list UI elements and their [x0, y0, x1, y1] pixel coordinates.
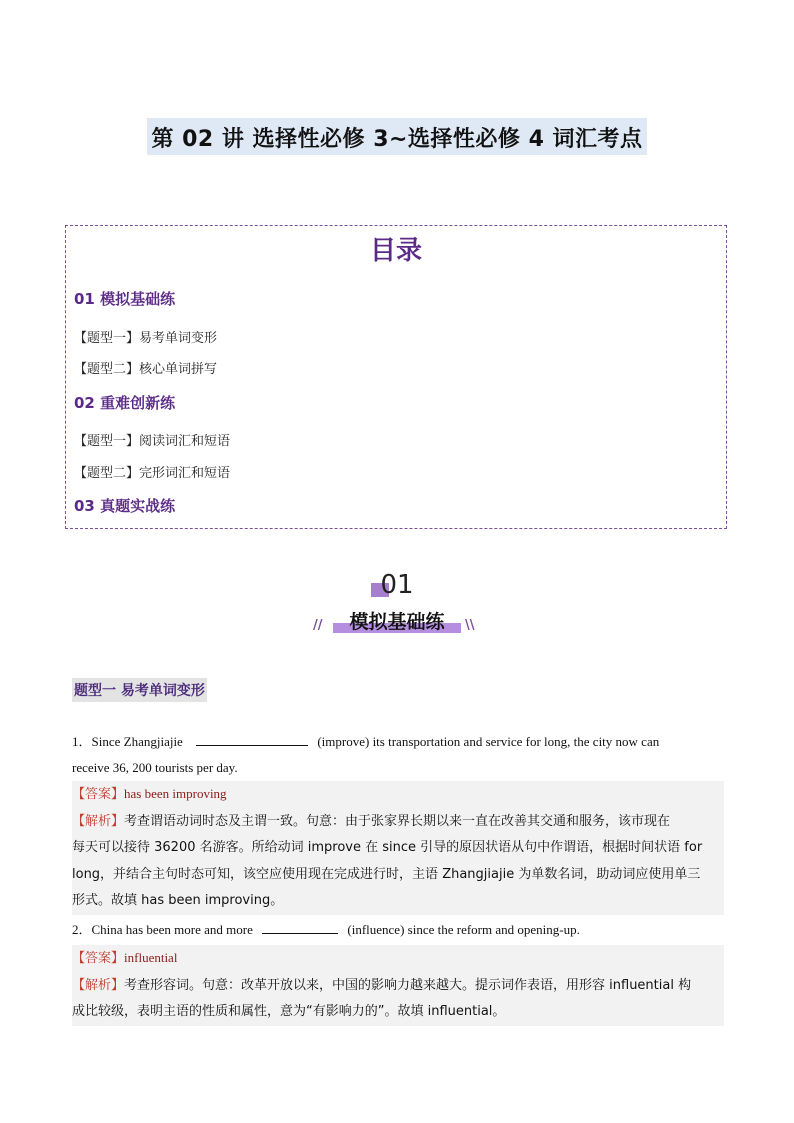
- analysis-text: 考查形容词。句意：改革开放以来，中国的影响力越来越大。提示词作表语，用形容 influential 构: [124, 977, 692, 993]
- question-2-blank[interactable]: [262, 921, 338, 934]
- table-of-contents: [65, 225, 727, 529]
- analysis-label: 【解析】: [72, 813, 125, 829]
- question-2-suffix: (influence) since the reform and opening-up.: [347, 922, 580, 937]
- section-right-mark: \\: [465, 618, 475, 633]
- toc-sub-02-2[interactable]: 【题型二】完形词汇和短语: [74, 466, 231, 481]
- answer-label: 【答案】: [72, 787, 125, 802]
- section-number: 01: [380, 570, 414, 600]
- page-title: 第 02 讲 选择性必修 3~选择性必修 4 词汇考点: [147, 118, 646, 155]
- question-1-stem: [72, 729, 724, 781]
- section-name: 模拟基础练: [349, 611, 445, 633]
- page-title-wrap: [0, 118, 794, 155]
- toc-sub-01-1[interactable]: 【题型一】易考单词变形: [74, 331, 218, 346]
- toc-heading: 目录: [369, 236, 422, 266]
- question-1-line2: receive 36, 200 tourists per day.: [72, 760, 238, 775]
- question-1-analysis-line-3: long，并结合主句时态可知，该空应使用现在完成进行时，主语 Zhangjiajie 为单数名词，助动词应使用单三: [72, 866, 701, 882]
- question-1-analysis-line-4: 形式。故填 has been improving。: [72, 893, 284, 908]
- question-2-answer-block: [72, 945, 724, 1026]
- question-2-analysis-line-2: 成比较级，表明主语的性质和属性，意为“有影响力的”。故填 influential。: [72, 1004, 506, 1019]
- section-left-mark: //: [313, 618, 323, 633]
- question-1-analysis-line-2: 每天可以接待 36200 名游客。所给动词 improve 在 since 引导的原因状语从句中作谓语，根据时间状语 for: [72, 840, 703, 855]
- question-1-suffix: (improve) its transportation and service for long, the city now can: [317, 734, 660, 749]
- answer-label: 【答案】: [72, 951, 125, 966]
- question-1-answer: [72, 781, 724, 809]
- type-heading: 题型一 易考单词变形: [72, 678, 207, 702]
- question-1-prefix: 1．Since Zhangjiajie: [72, 734, 183, 749]
- question-1-blank[interactable]: [196, 733, 308, 746]
- toc-sub-02-1[interactable]: 【题型一】阅读词汇和短语: [74, 434, 231, 449]
- question-1-answer-block: [72, 781, 724, 915]
- analysis-label: 【解析】: [72, 977, 125, 993]
- question-2-prefix: 2．China has been more and more: [72, 922, 253, 937]
- analysis-text: 考查谓语动词时态及主谓一致。句意：由于张家界长期以来一直在改善其交通和服务，该市现在: [124, 813, 671, 829]
- toc-section-01[interactable]: 01 模拟基础练: [74, 290, 176, 308]
- toc-section-02[interactable]: 02 重难创新练: [74, 394, 176, 412]
- answer-text: has been improving: [124, 786, 227, 801]
- question-2-answer: [72, 945, 724, 973]
- question-2-stem: [72, 917, 724, 943]
- question-1-analysis-line-1: [72, 809, 724, 836]
- toc-sub-01-2[interactable]: 【题型二】核心单词拼写: [74, 362, 218, 377]
- toc-section-03[interactable]: 03 真题实战练: [74, 497, 176, 515]
- answer-text: influential: [124, 950, 178, 965]
- question-2-analysis-line-1: [72, 973, 724, 1000]
